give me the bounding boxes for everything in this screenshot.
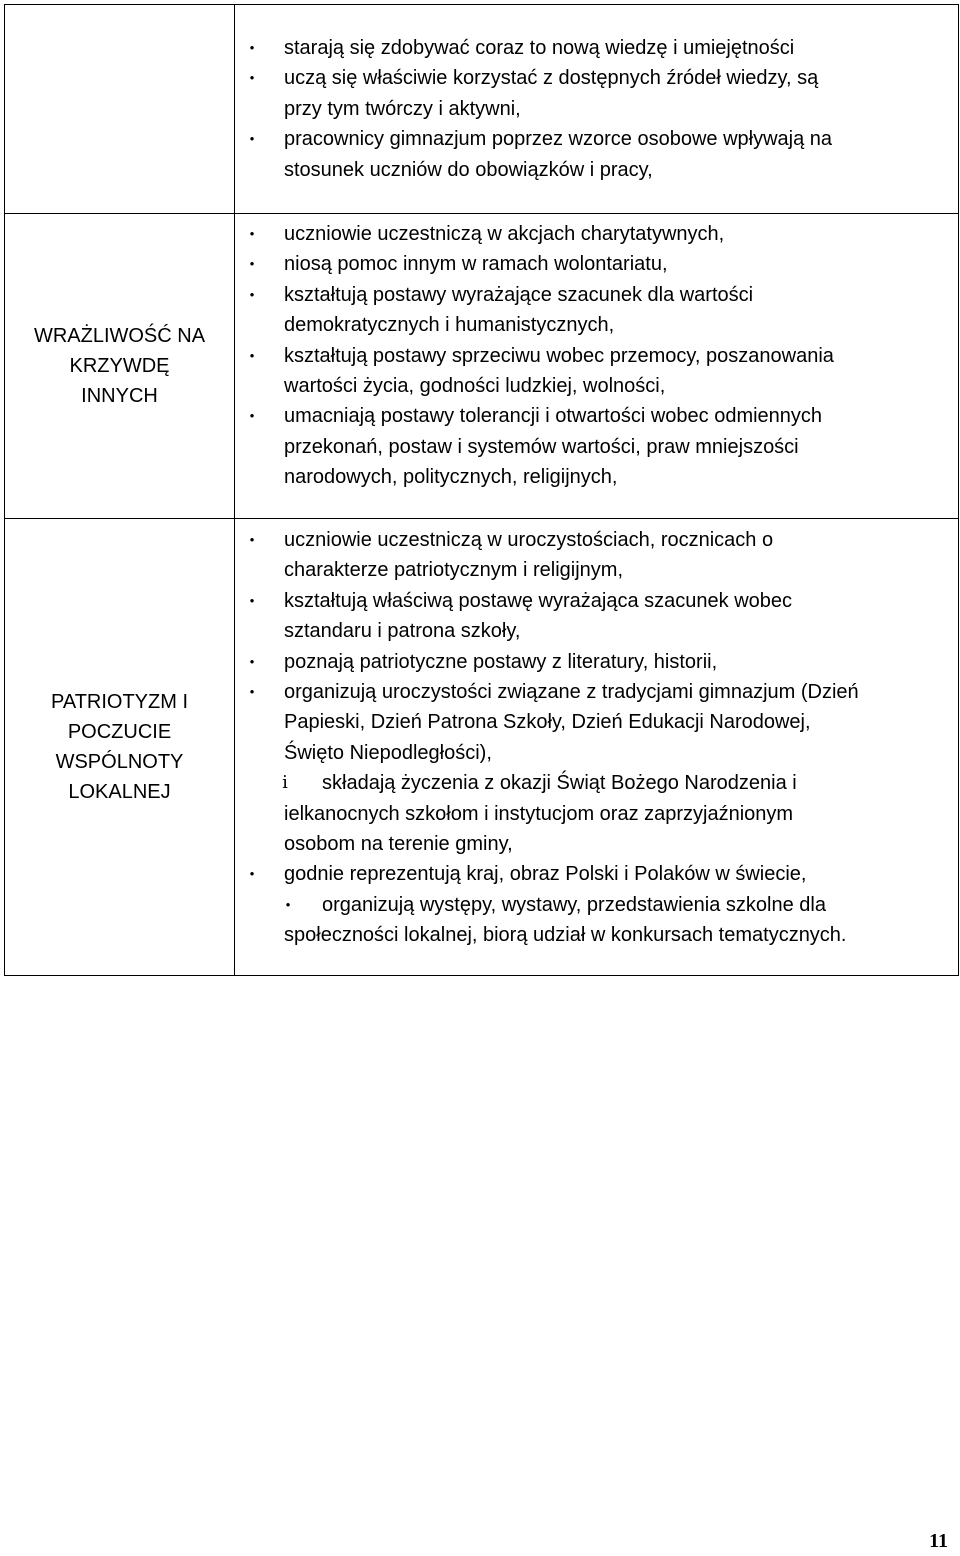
list-item-text: charakterze patriotycznym i religijnym, <box>284 559 623 582</box>
row-label-line: WRAŻLIWOŚĆ NA <box>33 325 206 347</box>
list-item-text: stosunek uczniów do obowiązków i pracy, <box>284 158 653 181</box>
list-item-text: kształtują postawy wyrażające szacunek dla wartości <box>284 283 754 306</box>
list-item <box>235 63 958 93</box>
list-item-text: godnie reprezentują kraj, obraz Polski i Polaków w świecie, <box>284 863 807 886</box>
list-item <box>235 707 958 737</box>
list-item-text: demokratycznych i humanistycznych, <box>284 314 615 337</box>
bullet-icon: • <box>249 866 255 882</box>
list-item <box>235 371 958 401</box>
list-item-text: uczniowie uczestniczą w akcjach charytatywnych, <box>284 223 725 245</box>
list-item-text: przekonań, postaw i systemów wartości, praw mniejszości <box>284 435 799 458</box>
list-item <box>235 920 958 950</box>
list-item <box>235 859 958 889</box>
row-label-line: INNYCH <box>81 385 158 407</box>
list-item-text: uczą się właściwie korzystać z dostępnych źródeł wiedzy, są <box>284 67 819 90</box>
bullet-icon: • <box>249 653 255 669</box>
list-item-text: kształtują postawy sprzeciwu wobec przemocy, poszanowania <box>284 344 834 367</box>
list-item <box>235 310 958 340</box>
list-item <box>235 647 958 677</box>
list-item-text: poznają patriotyczne postawy z literatury, historii, <box>284 650 718 673</box>
list-item <box>235 462 958 492</box>
list-item <box>235 155 958 185</box>
list-item <box>235 768 958 798</box>
bullet-icon: • <box>249 256 255 272</box>
list-item-text: sztandaru i patrona szkoły, <box>284 620 521 643</box>
row-content <box>235 519 959 976</box>
bullet-icon: • <box>249 532 255 547</box>
list-item <box>235 401 958 431</box>
list-item-text: umacniają postawy tolerancji i otwartości wobec odmiennych <box>284 405 823 428</box>
list-item <box>235 799 958 829</box>
list-item-text: organizują uroczystości związane z tradycjami gimnazjum (Dzień <box>284 680 859 703</box>
list-item <box>235 555 958 585</box>
row-label-line: POCZUCIE <box>67 721 172 743</box>
table-row <box>5 214 959 519</box>
row-label-line: LOKALNEJ <box>68 781 171 803</box>
row-content <box>235 214 959 519</box>
list-item <box>235 33 958 63</box>
list-item-text: organizują występy, wystawy, przedstawienia szkolne dla <box>322 893 826 916</box>
bullet-icon: • <box>249 347 255 363</box>
bullet-icon: • <box>249 40 255 55</box>
list-item <box>235 219 958 249</box>
list-item <box>235 525 958 555</box>
row-label-empty <box>5 5 235 214</box>
bullet-icon: • <box>249 592 255 608</box>
list-item-text: uczniowie uczestniczą w uroczystościach, rocznicach o <box>284 529 774 551</box>
row-label-line: KRZYWDĘ <box>69 355 170 377</box>
list-item <box>235 280 958 310</box>
list-item <box>235 677 958 707</box>
list-item <box>235 829 958 859</box>
list-item-text: niosą pomoc innym w ramach wolontariatu, <box>284 253 668 276</box>
list-item-text: starają się zdobywać coraz to nową wiedzę i umiejętności <box>284 37 795 59</box>
list-item-text: Papieski, Dzień Patrona Szkoły, Dzień Edukacji Narodowej, <box>284 711 811 734</box>
list-item-text: składają życzenia z okazji Świąt Bożego Narodzenia i <box>322 772 797 795</box>
list-item-text: przy tym twórczy i aktywni, <box>284 97 521 120</box>
row-label-line: PATRIOTYZM I <box>50 691 189 713</box>
values-table <box>4 4 959 976</box>
bullet-icon: • <box>249 683 255 699</box>
list-item <box>235 124 958 154</box>
bullet-icon: • <box>249 70 255 86</box>
row-label-wrazliwosc <box>5 214 235 519</box>
list-item-text: wartości życia, godności ludzkiej, wolności, <box>284 374 666 397</box>
list-item-text: kształtują właściwą postawę wyrażająca szacunek wobec <box>284 589 793 612</box>
list-item-text: narodowych, politycznych, religijnych, <box>284 466 618 489</box>
list-item <box>235 616 958 646</box>
list-item <box>235 432 958 462</box>
list-item <box>235 890 958 920</box>
bullet-icon: • <box>249 408 255 424</box>
list-item <box>235 341 958 371</box>
page-number: 11 <box>929 1530 948 1552</box>
row-content <box>235 5 959 214</box>
bullet-icon: • <box>285 896 291 912</box>
list-item <box>235 249 958 279</box>
row-label-line: WSPÓLNOTY <box>55 751 184 773</box>
list-item-text: osobom na terenie gminy, <box>284 832 513 855</box>
row-label-patriotyzm <box>5 519 235 976</box>
bullet-icon: • <box>249 286 255 302</box>
list-item-text: ielkanocnych szkołom i instytucjom oraz zaprzyjaźnionym <box>284 802 794 825</box>
bullet-icon: • <box>249 131 255 147</box>
list-item-text: społeczności lokalnej, biorą udział w konkursach tematycznych. <box>284 924 847 947</box>
table-row <box>5 519 959 976</box>
list-item <box>235 94 958 124</box>
list-item <box>235 738 958 768</box>
list-item-text: Święto Niepodległości), <box>284 741 492 764</box>
list-item <box>235 586 958 616</box>
bullet-glyph: i <box>282 772 288 794</box>
list-item-text: pracownicy gimnazjum poprzez wzorce osobowe wpływają na <box>284 128 833 151</box>
table-row <box>5 5 959 214</box>
bullet-icon: • <box>249 226 255 241</box>
